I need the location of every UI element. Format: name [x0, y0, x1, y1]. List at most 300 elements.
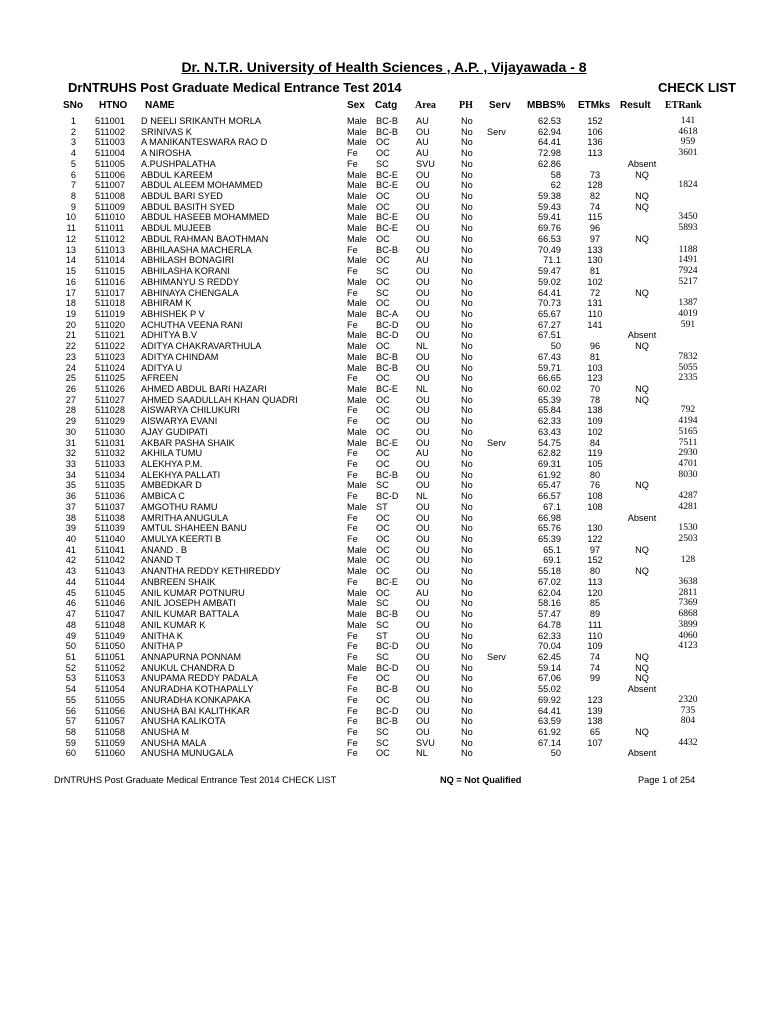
- cell-sno: 55: [65, 694, 76, 705]
- cell-sno: 37: [65, 501, 76, 512]
- cell-mbbs: 67.02: [538, 576, 561, 587]
- cell-catg: OC: [376, 523, 390, 534]
- cell-area: OU: [416, 126, 430, 137]
- cell-mbbs: 70.04: [538, 641, 561, 652]
- cell-catg: OC: [376, 148, 390, 159]
- cell-sex: Male: [347, 566, 367, 577]
- table-row: [0, 491, 768, 502]
- cell-etrank: 4019: [678, 307, 698, 319]
- cell-name: AISWARYA EVANI: [141, 416, 218, 427]
- cell-ph: No: [461, 576, 473, 587]
- cell-name: ACHUTHA VEENA RANI: [141, 319, 243, 330]
- cell-catg: OC: [376, 405, 390, 416]
- cell-sex: Male: [347, 212, 367, 223]
- cell-catg: OC: [376, 459, 390, 469]
- cell-htno: 511015: [95, 266, 125, 277]
- cell-etmks: 105: [587, 459, 603, 469]
- cell-catg: BC-B: [376, 469, 398, 480]
- cell-htno: 511008: [95, 191, 125, 202]
- cell-area: OU: [416, 191, 430, 202]
- cell-htno: 511017: [95, 287, 125, 298]
- cell-name: AFREEN: [141, 373, 179, 384]
- cell-name: D NEELI SRIKANTH MORLA: [141, 116, 261, 126]
- cell-sno: 46: [65, 598, 76, 609]
- cell-etrank: 6868: [678, 608, 698, 620]
- cell-catg: BC-D: [376, 491, 399, 502]
- cell-etmks: 110: [587, 630, 603, 641]
- cell-name: AHMED SAADULLAH KHAN QUADRI: [141, 394, 298, 405]
- cell-htno: 511047: [95, 609, 125, 620]
- cell-sno: 28: [65, 405, 76, 416]
- cell-mbbs: 60.02: [538, 383, 561, 394]
- cell-etrank: 1188: [678, 243, 698, 255]
- cell-mbbs: 59.41: [538, 212, 561, 223]
- page-number: Page 1 of 254: [638, 775, 696, 785]
- cell-sex: Male: [347, 255, 367, 266]
- cell-area: OU: [416, 169, 430, 180]
- cell-etrank: 2320: [678, 693, 698, 705]
- cell-catg: OC: [376, 748, 390, 759]
- cell-htno: 511028: [95, 405, 125, 416]
- cell-htno: 511032: [95, 448, 125, 459]
- cell-etmks: 131: [587, 298, 603, 309]
- cell-etrank: 4701: [678, 458, 698, 469]
- cell-area: OU: [416, 598, 430, 609]
- cell-htno: 511036: [95, 491, 125, 502]
- cell-htno: 511014: [95, 255, 125, 266]
- cell-etrank: 128: [680, 554, 696, 566]
- cell-area: AU: [416, 587, 429, 598]
- cell-etrank: 959: [680, 136, 696, 148]
- cell-name: AMGOTHU RAMU: [141, 501, 218, 512]
- cell-catg: BC-D: [376, 319, 399, 330]
- table-row: [0, 663, 768, 674]
- cell-sno: 40: [65, 534, 76, 545]
- cell-sno: 57: [65, 716, 76, 727]
- cell-ph: No: [461, 362, 473, 373]
- cell-catg: OC: [376, 373, 390, 384]
- cell-catg: BC-E: [376, 180, 398, 191]
- cell-htno: 511035: [95, 480, 125, 491]
- cell-catg: OC: [376, 394, 390, 405]
- table-row: [0, 523, 768, 534]
- cell-etmks: 113: [587, 576, 603, 587]
- cell-sno: 50: [65, 641, 76, 652]
- cell-sex: Fe: [347, 319, 358, 330]
- cell-name: AMRITHA ANUGULA: [141, 512, 229, 523]
- cell-ph: No: [461, 534, 473, 545]
- cell-name: ANITHA K: [141, 630, 183, 641]
- cell-area: OU: [416, 566, 430, 577]
- cell-etrank: 141: [680, 115, 696, 126]
- cell-sno: 3: [70, 137, 76, 148]
- cell-etmks: 89: [589, 609, 601, 620]
- cell-sno: 42: [65, 555, 76, 566]
- cell-htno: 511022: [95, 341, 125, 352]
- cell-name: AISWARYA CHILUKURI: [141, 405, 240, 416]
- cell-ph: No: [461, 330, 473, 341]
- cell-sno: 1: [70, 116, 76, 126]
- cell-etrank: 591: [680, 318, 696, 330]
- cell-htno: 511057: [95, 716, 125, 727]
- cell-etmks: 138: [587, 716, 603, 727]
- cell-name: A NIROSHA: [141, 148, 192, 159]
- cell-sex: Male: [347, 351, 367, 362]
- cell-etmks: 82: [589, 191, 601, 202]
- cell-name: AHMED ABDUL BARI HAZARI: [141, 383, 267, 394]
- cell-area: AU: [416, 148, 429, 159]
- cell-catg: OC: [376, 673, 390, 684]
- cell-ph: No: [461, 448, 473, 459]
- cell-catg: BC-B: [376, 609, 398, 620]
- table-row: [0, 566, 768, 577]
- cell-mbbs: 62.94: [538, 126, 561, 137]
- cell-result: Absent: [627, 512, 657, 523]
- cell-area: OU: [416, 619, 430, 630]
- cell-sno: 8: [70, 191, 76, 202]
- cell-sno: 25: [65, 373, 76, 384]
- cell-area: OU: [416, 544, 430, 555]
- table-row: [0, 438, 768, 449]
- table-row: [0, 330, 768, 341]
- cell-htno: 511023: [95, 351, 125, 362]
- cell-name: A.PUSHPALATHA: [141, 158, 216, 169]
- cell-ph: No: [461, 233, 473, 244]
- table-row: [0, 673, 768, 684]
- cell-ph: No: [461, 266, 473, 277]
- cell-catg: BC-B: [376, 351, 398, 362]
- cell-mbbs: 63.43: [538, 426, 561, 437]
- cell-area: OU: [416, 684, 430, 695]
- cell-ph: No: [461, 426, 473, 437]
- cell-name: AMTUL SHAHEEN BANU: [141, 523, 247, 534]
- cell-etrank: 2811: [678, 586, 698, 598]
- cell-ph: No: [461, 180, 473, 191]
- cell-name: ANNAPURNA PONNAM: [141, 651, 242, 662]
- cell-mbbs: 59.43: [538, 201, 561, 212]
- cell-sex: Fe: [347, 684, 358, 695]
- cell-area: OU: [416, 319, 430, 330]
- cell-ph: No: [461, 351, 473, 362]
- cell-sex: Male: [347, 662, 367, 673]
- cell-ph: No: [461, 373, 473, 384]
- cell-area: OU: [416, 212, 430, 223]
- cell-name: AMBICA C: [141, 491, 185, 502]
- cell-htno: 511001: [95, 116, 125, 126]
- cell-sno: 4: [70, 148, 76, 159]
- cell-etmks: 80: [589, 469, 601, 480]
- table-row: [0, 373, 768, 384]
- cell-name: ANUSHA MALA: [141, 737, 207, 748]
- cell-sno: 52: [65, 662, 76, 673]
- cell-area: OU: [416, 662, 430, 673]
- cell-name: ABHILASH BONAGIRI: [141, 255, 234, 266]
- table-row: [0, 684, 768, 695]
- cell-catg: OC: [376, 255, 390, 266]
- cell-area: NL: [416, 748, 428, 759]
- cell-ph: No: [461, 459, 473, 469]
- cell-htno: 511046: [95, 598, 125, 609]
- table-row: [0, 288, 768, 299]
- cell-htno: 511016: [95, 276, 125, 287]
- cell-sno: 20: [65, 319, 76, 330]
- cell-etrank: 4618: [678, 125, 698, 137]
- cell-etrank: 7832: [678, 350, 698, 362]
- table-row: [0, 416, 768, 427]
- cell-htno: 511006: [95, 169, 125, 180]
- cell-sno: 16: [65, 276, 76, 287]
- cell-sex: Male: [347, 598, 367, 609]
- cell-catg: OC: [376, 416, 390, 427]
- cell-ph: No: [461, 223, 473, 234]
- cell-area: OU: [416, 287, 430, 298]
- cell-mbbs: 59.38: [538, 191, 561, 202]
- cell-serv: Serv: [487, 126, 506, 137]
- cell-ph: No: [461, 480, 473, 491]
- cell-result: NQ: [635, 287, 649, 298]
- cell-area: OU: [416, 716, 430, 727]
- cell-area: OU: [416, 276, 430, 287]
- cell-catg: BC-D: [376, 641, 399, 652]
- cell-mbbs: 65.1: [543, 544, 561, 555]
- cell-ph: No: [461, 298, 473, 309]
- cell-sex: Fe: [347, 244, 358, 255]
- cell-name: ANURADHA KONKAPAKA: [141, 694, 251, 705]
- cell-area: OU: [416, 609, 430, 620]
- cell-sno: 23: [65, 351, 76, 362]
- cell-catg: OC: [376, 191, 390, 202]
- cell-mbbs: 50: [550, 341, 561, 352]
- cell-name: ANITHA P: [141, 641, 183, 652]
- cell-ph: No: [461, 319, 473, 330]
- cell-sno: 29: [65, 416, 76, 427]
- cell-area: OU: [416, 416, 430, 427]
- cell-sex: Fe: [347, 416, 358, 427]
- cell-etmks: 106: [587, 126, 603, 137]
- cell-area: OU: [416, 651, 430, 662]
- cell-name: AJAY GUDIPATI: [141, 426, 208, 437]
- cell-mbbs: 67.14: [538, 737, 561, 748]
- cell-sno: 43: [65, 566, 76, 577]
- cell-catg: BC-E: [376, 437, 398, 448]
- table-header: [0, 100, 768, 114]
- cell-area: OU: [416, 351, 430, 362]
- cell-area: OU: [416, 244, 430, 255]
- cell-htno: 511004: [95, 148, 125, 159]
- cell-etrank: 804: [680, 715, 696, 727]
- cell-etmks: 123: [587, 373, 603, 384]
- cell-etrank: 4060: [678, 629, 698, 641]
- cell-name: AMULYA KEERTI B: [141, 534, 222, 545]
- cell-catg: OC: [376, 587, 390, 598]
- table-row: [0, 480, 768, 491]
- table-row: [0, 255, 768, 266]
- cell-sno: 15: [65, 266, 76, 277]
- cell-area: OU: [416, 501, 430, 512]
- cell-ph: No: [461, 469, 473, 480]
- cell-name: ABDUL ALEEM MOHAMMED: [141, 180, 263, 191]
- cell-htno: 511053: [95, 673, 125, 684]
- cell-area: SVU: [416, 158, 435, 169]
- cell-name: ANUSHA BAI KALITHKAR: [141, 705, 250, 716]
- cell-result: NQ: [635, 191, 649, 202]
- cell-catg: BC-E: [376, 212, 398, 223]
- cell-sex: Male: [347, 116, 367, 126]
- cell-ph: No: [461, 630, 473, 641]
- cell-result: NQ: [635, 662, 649, 673]
- cell-etrank: 792: [680, 404, 696, 416]
- cell-sex: Fe: [347, 651, 358, 662]
- cell-sno: 24: [65, 362, 76, 373]
- cell-sno: 51: [65, 651, 76, 662]
- cell-mbbs: 62.33: [538, 416, 561, 427]
- cell-etrank: 5217: [678, 275, 698, 287]
- cell-name: ANIL KUMAR BATTALA: [141, 609, 239, 620]
- table-row: [0, 652, 768, 663]
- cell-etmks: 70: [589, 383, 601, 394]
- cell-catg: BC-E: [376, 383, 398, 394]
- cell-area: OU: [416, 405, 430, 416]
- cell-catg: SC: [376, 287, 389, 298]
- cell-etmks: 97: [589, 544, 601, 555]
- cell-result: NQ: [635, 673, 649, 684]
- cell-ph: No: [461, 651, 473, 662]
- cell-sex: Male: [347, 362, 367, 373]
- cell-sno: 49: [65, 630, 76, 641]
- cell-sno: 9: [70, 201, 76, 212]
- cell-htno: 511058: [95, 726, 125, 737]
- cell-name: A MANIKANTESWARA RAO D: [141, 137, 268, 148]
- cell-sno: 22: [65, 341, 76, 352]
- cell-sex: Fe: [347, 641, 358, 652]
- cell-catg: OC: [376, 298, 390, 309]
- cell-etmks: 122: [587, 534, 603, 545]
- cell-result: Absent: [627, 158, 657, 169]
- cell-htno: 511009: [95, 201, 125, 212]
- cell-etrank: 4123: [678, 640, 698, 652]
- cell-mbbs: 66.98: [538, 512, 561, 523]
- cell-name: ADITYA CHINDAM: [141, 351, 219, 362]
- cell-name: ABHIRAM K: [141, 298, 192, 309]
- cell-mbbs: 67.06: [538, 673, 561, 684]
- cell-mbbs: 58: [550, 169, 561, 180]
- cell-sno: 32: [65, 448, 76, 459]
- cell-sex: Fe: [347, 512, 358, 523]
- cell-mbbs: 64.41: [538, 705, 561, 716]
- table-row: [0, 277, 768, 288]
- cell-htno: 511051: [95, 651, 125, 662]
- col-area: Area: [415, 100, 436, 111]
- cell-name: ABDUL KAREEM: [141, 169, 213, 180]
- cell-sex: Male: [347, 223, 367, 234]
- cell-catg: OC: [376, 137, 390, 148]
- cell-sno: 35: [65, 480, 76, 491]
- table-row: [0, 245, 768, 256]
- cell-mbbs: 61.92: [538, 469, 561, 480]
- cell-ph: No: [461, 705, 473, 716]
- cell-etrank: 1824: [678, 179, 698, 191]
- cell-etmks: 136: [587, 137, 603, 148]
- cell-sex: Male: [347, 180, 367, 191]
- cell-area: NL: [416, 341, 428, 352]
- cell-etmks: 72: [589, 287, 601, 298]
- cell-etrank: 8030: [678, 468, 698, 480]
- col-catg: Catg: [375, 100, 398, 111]
- table-row: [0, 459, 768, 470]
- cell-area: OU: [416, 373, 430, 384]
- cell-ph: No: [461, 405, 473, 416]
- cell-ph: No: [461, 191, 473, 202]
- cell-catg: OC: [376, 534, 390, 545]
- table-row: [0, 513, 768, 524]
- cell-mbbs: 64.78: [538, 619, 561, 630]
- table-row: [0, 631, 768, 642]
- cell-name: ADHITYA B.V: [141, 330, 197, 341]
- col-sno: SNo: [63, 100, 83, 111]
- cell-area: OU: [416, 555, 430, 566]
- col-etrank: ETRank: [665, 100, 702, 111]
- cell-mbbs: 69.92: [538, 694, 561, 705]
- cell-mbbs: 61.92: [538, 726, 561, 737]
- cell-etmks: 103: [587, 362, 603, 373]
- cell-sex: Male: [347, 501, 367, 512]
- cell-htno: 511025: [95, 373, 125, 384]
- cell-etmks: 120: [587, 587, 603, 598]
- cell-ph: No: [461, 126, 473, 137]
- cell-name: ABDUL RAHMAN BAOTHMAN: [141, 233, 269, 244]
- cell-area: OU: [416, 266, 430, 277]
- cell-sno: 11: [66, 223, 76, 234]
- cell-mbbs: 59.71: [538, 362, 561, 373]
- cell-mbbs: 62.53: [538, 116, 561, 126]
- cell-htno: 511018: [95, 298, 125, 309]
- cell-area: OU: [416, 726, 430, 737]
- cell-name: SRINIVAS K: [141, 126, 192, 137]
- cell-ph: No: [461, 566, 473, 577]
- table-row: [0, 545, 768, 556]
- cell-mbbs: 65.47: [538, 480, 561, 491]
- test-title: DrNTRUHS Post Graduate Medical Entrance Test 2014: [68, 80, 402, 95]
- col-ph: PH: [459, 100, 473, 111]
- cell-sno: 7: [70, 180, 76, 191]
- cell-mbbs: 62.33: [538, 630, 561, 641]
- cell-etmks: 130: [587, 523, 603, 534]
- cell-name: ABHILAASHA MACHERLA: [141, 244, 252, 255]
- table-row: [0, 716, 768, 727]
- cell-sno: 54: [65, 684, 76, 695]
- cell-catg: OC: [376, 448, 390, 459]
- table-row: [0, 727, 768, 738]
- cell-etmks: 133: [587, 244, 603, 255]
- cell-sno: 6: [70, 169, 76, 180]
- cell-result: NQ: [635, 651, 649, 662]
- cell-ph: No: [461, 694, 473, 705]
- cell-htno: 511043: [95, 566, 125, 577]
- cell-mbbs: 65.84: [538, 405, 561, 416]
- cell-htno: 511003: [95, 137, 125, 148]
- cell-ph: No: [461, 287, 473, 298]
- cell-sex: Fe: [347, 448, 358, 459]
- cell-catg: ST: [376, 501, 388, 512]
- cell-mbbs: 67.43: [538, 351, 561, 362]
- cell-sex: Fe: [347, 726, 358, 737]
- table-row: [0, 502, 768, 513]
- cell-sex: Fe: [347, 737, 358, 748]
- cell-area: OU: [416, 180, 430, 191]
- cell-name: ANUSHA M: [141, 726, 189, 737]
- cell-area: AU: [416, 137, 429, 148]
- cell-result: NQ: [635, 169, 649, 180]
